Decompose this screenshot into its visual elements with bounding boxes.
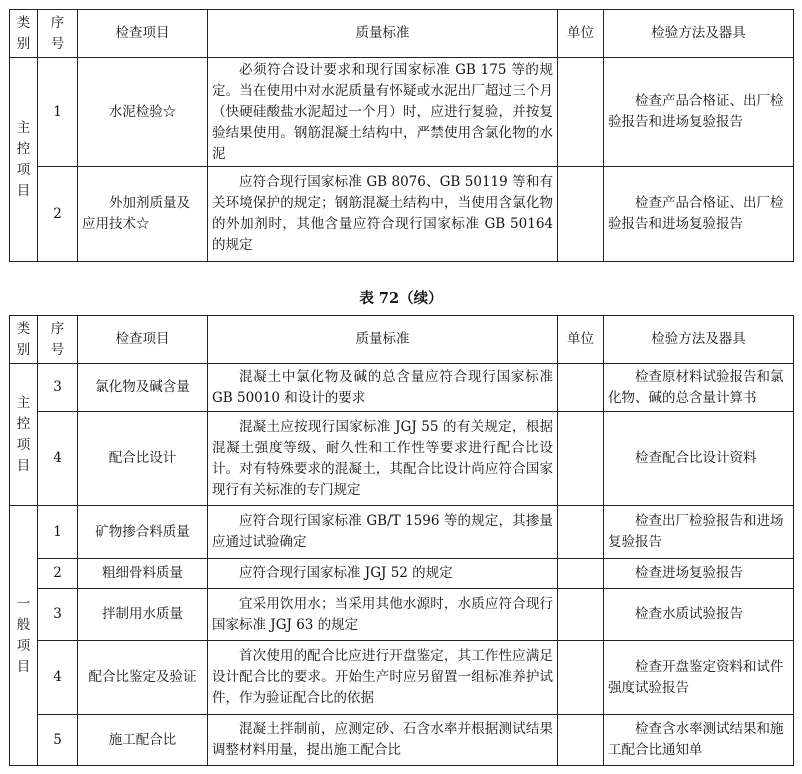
header-method: 检验方法及器具 — [604, 10, 794, 58]
row-seq: 2 — [38, 559, 78, 589]
row-standard: 首次使用的配合比应进行开盘鉴定，其工作性应满足设计配合比的要求。开始生产时应另留置一组标准养护试件，作为验证配合比的依据 — [208, 641, 558, 715]
row-item: 水泥检验☆ — [78, 58, 208, 167]
row-item: 粗细骨料质量 — [78, 559, 208, 589]
row-unit — [558, 506, 604, 559]
row-seq: 4 — [38, 412, 78, 506]
row-seq: 5 — [38, 715, 78, 766]
header-category: 类别 — [10, 10, 38, 58]
row-unit — [558, 412, 604, 506]
row-item: 氯化物及碱含量 — [78, 364, 208, 412]
row-unit — [558, 641, 604, 715]
header-seq: 序号 — [38, 10, 78, 58]
row-item: 外加剂质量及应用技术☆ — [78, 167, 208, 262]
table-row — [10, 506, 794, 559]
row-unit — [558, 58, 604, 167]
header-item: 检查项目 — [78, 316, 208, 364]
row-method: 检查产品合格证、出厂检验报告和进场复验报告 — [604, 167, 794, 262]
header-unit: 单位 — [558, 10, 604, 58]
row-unit — [558, 167, 604, 262]
row-standard: 应符合现行国家标准 GB/T 1596 等的规定，其掺量应通过试验确定 — [208, 506, 558, 559]
row-item: 施工配合比 — [78, 715, 208, 766]
row-seq: 1 — [38, 58, 78, 167]
category-main: 主控项目 — [10, 364, 38, 506]
row-standard: 宜采用饮用水；当采用其他水源时，水质应符合现行国家标准 JGJ 63 的规定 — [208, 589, 558, 641]
row-seq: 3 — [38, 364, 78, 412]
row-method: 检查水质试验报告 — [604, 589, 794, 641]
header-item: 检查项目 — [78, 10, 208, 58]
table-row — [10, 589, 794, 641]
row-unit — [558, 715, 604, 766]
table-row — [10, 364, 794, 412]
table-row — [10, 412, 794, 506]
row-seq: 2 — [38, 167, 78, 262]
table-row — [10, 559, 794, 589]
category-main: 主控项目 — [10, 58, 38, 262]
row-method: 检查含水率测试结果和施工配合比通知单 — [604, 715, 794, 766]
table-row — [10, 641, 794, 715]
header-row — [10, 10, 794, 58]
row-standard: 应符合现行国家标准 GB 8076、GB 50119 等和有关环境保护的规定；钢筋混凝土结构中，当使用含氯化物的外加剂时，其他含量应符合现行国家标准 GB 50164 的规定 — [208, 167, 558, 262]
header-method: 检验方法及器具 — [604, 316, 794, 364]
row-method: 检查开盘鉴定资料和试件强度试验报告 — [604, 641, 794, 715]
row-method: 检查原材料试验报告和氯化物、碱的总含量计算书 — [604, 364, 794, 412]
table-row — [10, 167, 794, 262]
row-unit — [558, 559, 604, 589]
row-unit — [558, 364, 604, 412]
row-method: 检查进场复验报告 — [604, 559, 794, 589]
row-method: 检查产品合格证、出厂检验报告和进场复验报告 — [604, 58, 794, 167]
category-general: 一般项目 — [10, 506, 38, 766]
row-seq: 4 — [38, 641, 78, 715]
row-item: 拌制用水质量 — [78, 589, 208, 641]
header-row — [10, 316, 794, 364]
table-caption: 表 72（续） — [359, 290, 443, 307]
quality-table-part2 — [9, 315, 794, 766]
row-standard: 混凝土拌制前，应测定砂、石含水率并根据测试结果调整材料用量，提出施工配合比 — [208, 715, 558, 766]
quality-table-part1 — [9, 9, 794, 262]
row-seq: 1 — [38, 506, 78, 559]
header-unit: 单位 — [558, 316, 604, 364]
row-standard: 必须符合设计要求和现行国家标准 GB 175 等的规定。当在使用中对水泥质量有怀疑或水泥出厂超过三个月（快硬硅酸盐水泥超过一个月）时，应进行复验，并按复验结果使用。钢筋混凝土结构中，严禁使用含氯化物的水泥 — [208, 58, 558, 167]
header-seq: 序号 — [38, 316, 78, 364]
table-row — [10, 58, 794, 167]
row-seq: 3 — [38, 589, 78, 641]
table-row — [10, 715, 794, 766]
row-standard: 应符合现行国家标准 JGJ 52 的规定 — [208, 559, 558, 589]
row-method: 检查出厂检验报告和进场复验报告 — [604, 506, 794, 559]
header-standard: 质量标准 — [208, 10, 558, 58]
row-method: 检查配合比设计资料 — [604, 412, 794, 506]
row-standard: 混凝土中氯化物及碱的总含量应符合现行国家标准 GB 50010 和设计的要求 — [208, 364, 558, 412]
row-item: 矿物掺合料质量 — [78, 506, 208, 559]
row-item: 配合比设计 — [78, 412, 208, 506]
row-item: 配合比鉴定及验证 — [78, 641, 208, 715]
header-category: 类别 — [10, 316, 38, 364]
header-standard: 质量标准 — [208, 316, 558, 364]
row-standard: 混凝土应按现行国家标准 JGJ 55 的有关规定，根据混凝土强度等级、耐久性和工作性等要求进行配合比设计。对有特殊要求的混凝土，其配合比设计尚应符合国家现行有关标准的专门规定 — [208, 412, 558, 506]
row-unit — [558, 589, 604, 641]
